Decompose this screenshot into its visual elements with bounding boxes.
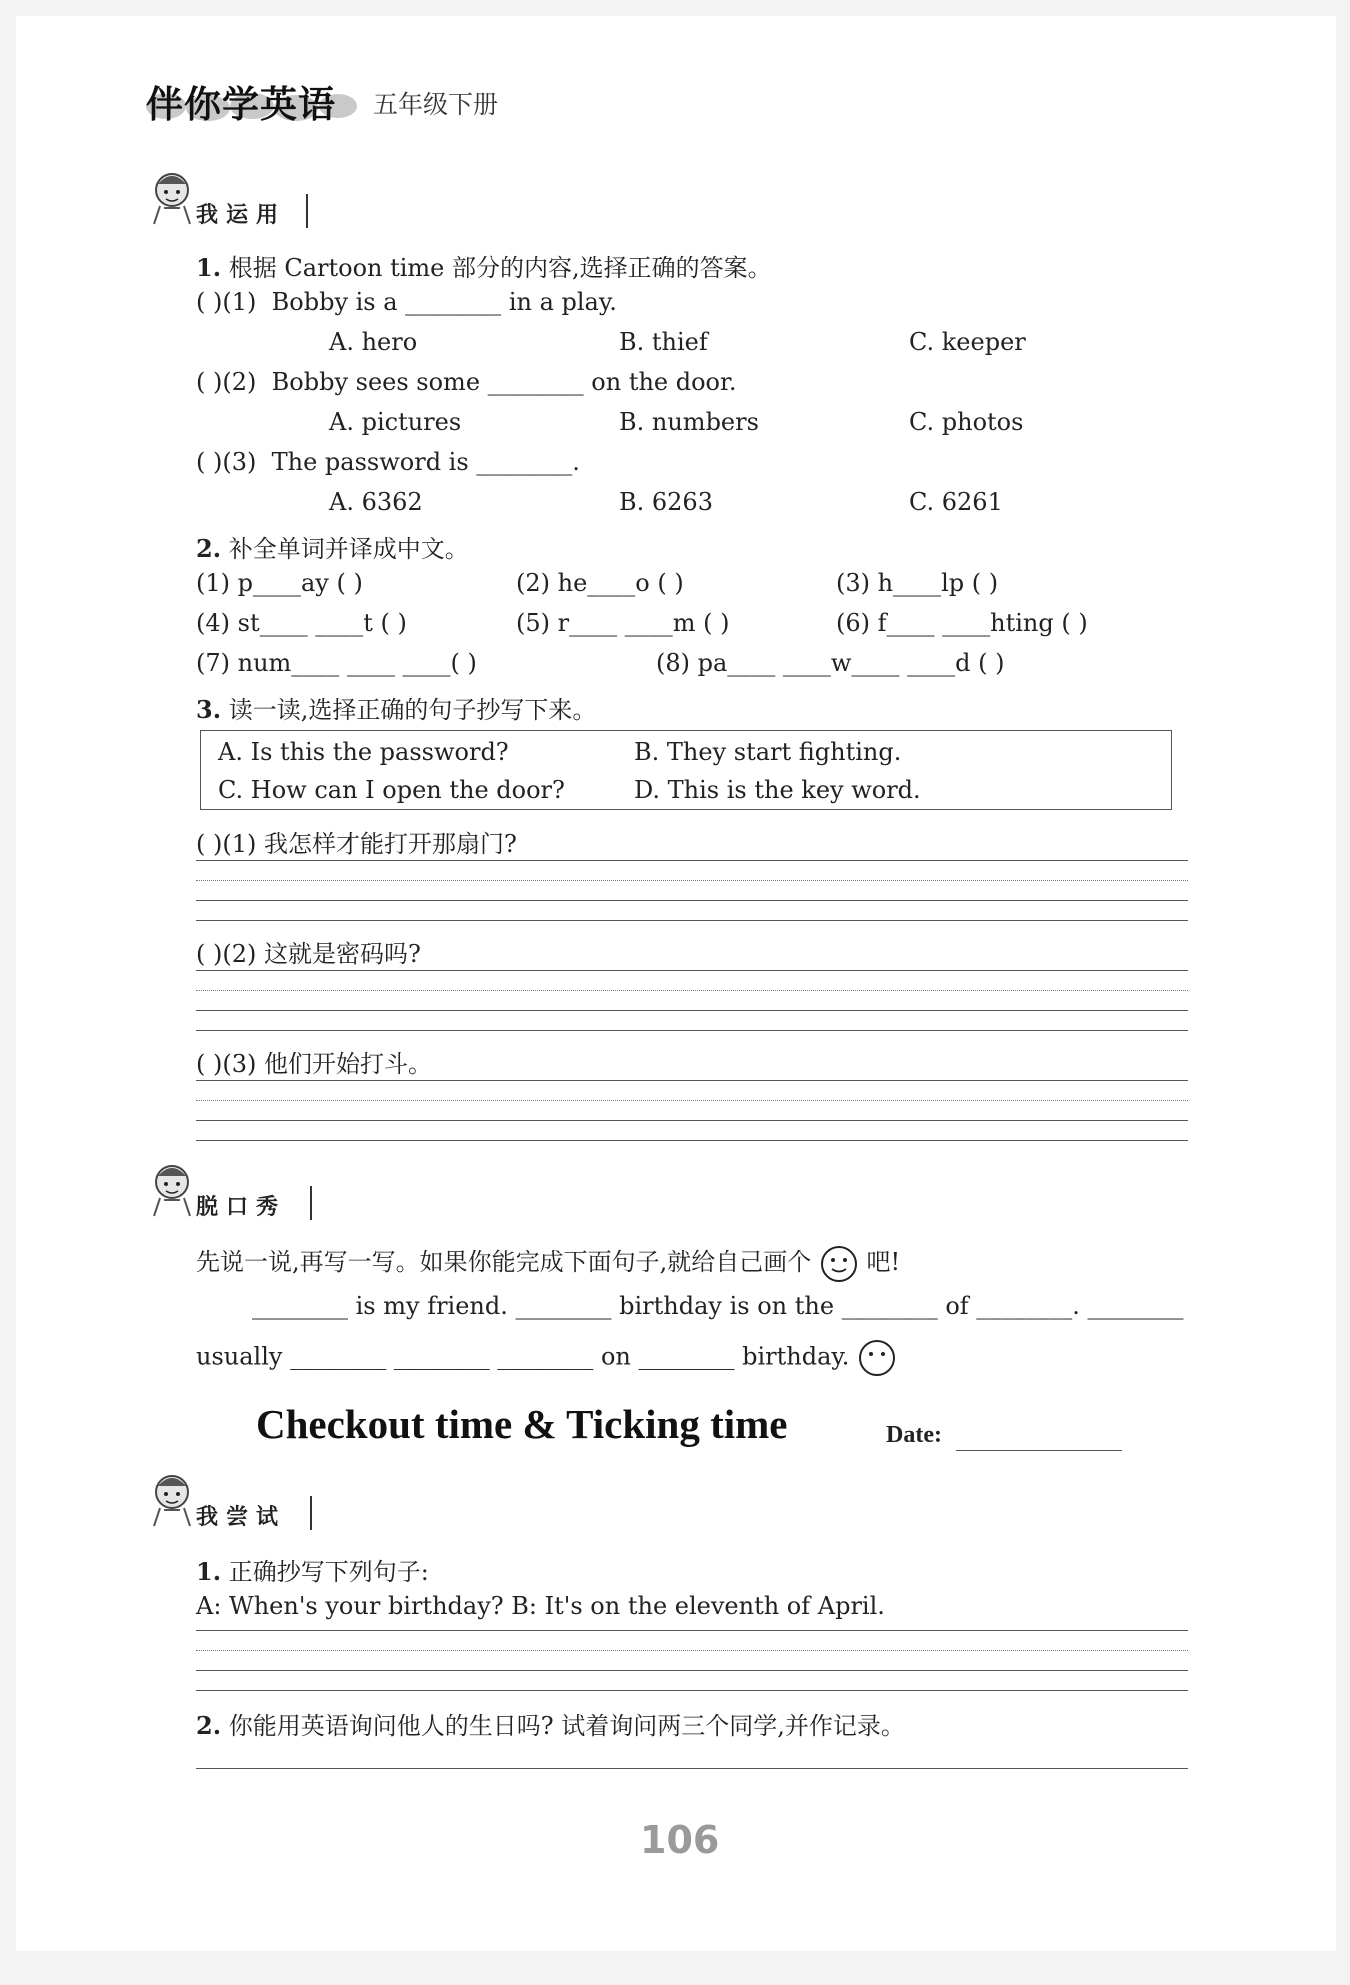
q3-item-1: ( )(1) 我怎样才能打开那扇门? xyxy=(196,830,517,858)
try-question-2-title: 2. 你能用英语询问他人的生日吗? 试着询问两三个同学,并作记录。 xyxy=(196,1711,905,1740)
heading-divider xyxy=(306,194,308,228)
q1-item-3-stem: ( )(3) The password is ________. xyxy=(196,448,580,476)
writing-line[interactable] xyxy=(196,1120,1188,1121)
book-title: 伴你学英语 xyxy=(146,83,336,126)
try-question-1-title: 1. 正确抄写下列句子: xyxy=(196,1557,429,1586)
q3-option-b: B. They start fighting. xyxy=(634,738,902,766)
q3-item-3: ( )(3) 他们开始打斗。 xyxy=(196,1050,432,1078)
page-number: 106 xyxy=(640,1818,720,1862)
writing-line[interactable] xyxy=(196,920,1188,921)
mascot-icon xyxy=(146,1468,198,1530)
q2-word-5: (5) r____ ____m ( ) xyxy=(516,609,730,637)
q1-item-1-option-b: B. thief xyxy=(619,328,708,356)
q1-item-1-option-c: C. keeper xyxy=(909,328,1026,356)
writing-line[interactable] xyxy=(196,900,1188,901)
checkout-title: Checkout time & Ticking time xyxy=(256,1401,788,1447)
heading-divider xyxy=(310,1186,312,1220)
q2-word-8: (8) pa____ ____w____ ____d ( ) xyxy=(656,649,1005,677)
talk-show-line-1[interactable]: ________ is my friend. ________ birthday is on the ________ of ________. ________ xyxy=(252,1292,1184,1320)
workbook-page xyxy=(16,16,1336,1951)
try-question-1-sentence: A: When's your birthday? B: It's on the eleventh of April. xyxy=(196,1592,885,1620)
date-field[interactable] xyxy=(956,1450,1122,1451)
writing-line[interactable] xyxy=(196,1630,1188,1631)
writing-line[interactable] xyxy=(196,1670,1188,1671)
blank-face-icon[interactable] xyxy=(857,1338,897,1378)
talk-show-line-2[interactable]: usually ________ ________ ________ on ________ birthday. xyxy=(196,1338,897,1378)
question-3-title: 3. 读一读,选择正确的句子抄写下来。 xyxy=(196,695,597,724)
heading-divider xyxy=(310,1496,312,1530)
q2-word-3: (3) h____lp ( ) xyxy=(836,569,999,597)
writing-line[interactable] xyxy=(196,1768,1188,1769)
q3-option-c: C. How can I open the door? xyxy=(218,776,565,804)
q1-item-3-option-a: A. 6362 xyxy=(329,488,423,516)
q3-item-2: ( )(2) 这就是密码吗? xyxy=(196,940,421,968)
writing-line-dotted[interactable] xyxy=(196,1650,1188,1651)
q3-option-d: D. This is the key word. xyxy=(634,776,921,804)
q2-word-2: (2) he____o ( ) xyxy=(516,569,684,597)
q1-item-3-option-b: B. 6263 xyxy=(619,488,713,516)
writing-line-dotted[interactable] xyxy=(196,1100,1188,1101)
date-label: Date: xyxy=(886,1422,942,1448)
q2-word-4: (4) st____ ____t ( ) xyxy=(196,609,407,637)
q1-item-2-option-c: C. photos xyxy=(909,408,1024,436)
question-1-title: 1. 根据 Cartoon time 部分的内容,选择正确的答案。 xyxy=(196,253,772,282)
q2-word-6: (6) f____ ____hting ( ) xyxy=(836,609,1088,637)
q2-word-1: (1) p____ay ( ) xyxy=(196,569,363,597)
writing-line[interactable] xyxy=(196,860,1188,861)
q1-item-2-stem: ( )(2) Bobby sees some ________ on the door. xyxy=(196,368,737,396)
writing-line-dotted[interactable] xyxy=(196,880,1188,881)
q1-item-1-option-a: A. hero xyxy=(329,328,418,356)
q1-item-3-option-c: C. 6261 xyxy=(909,488,1003,516)
question-2-title: 2. 补全单词并译成中文。 xyxy=(196,534,469,563)
mascot-icon xyxy=(146,1158,198,1220)
smiley-face-icon xyxy=(819,1244,859,1284)
section-heading-apply: 我运用 xyxy=(196,203,287,228)
q1-item-1-stem: ( )(1) Bobby is a ________ in a play. xyxy=(196,288,617,316)
q3-option-a: A. Is this the password? xyxy=(218,738,509,766)
q1-item-2-option-b: B. numbers xyxy=(619,408,759,436)
talk-show-instruction: 先说一说,再写一写。如果你能完成下面句子,就给自己画个 吧! xyxy=(196,1242,900,1284)
section-heading-try: 我尝试 xyxy=(196,1505,287,1530)
mascot-icon xyxy=(146,166,198,228)
writing-line[interactable] xyxy=(196,1690,1188,1691)
q1-item-2-option-a: A. pictures xyxy=(329,408,462,436)
writing-line[interactable] xyxy=(196,1140,1188,1141)
grade-label: 五年级下册 xyxy=(373,90,499,119)
writing-line[interactable] xyxy=(196,1030,1188,1031)
writing-line[interactable] xyxy=(196,970,1188,971)
section-heading-talk-show: 脱口秀 xyxy=(196,1195,287,1220)
writing-line[interactable] xyxy=(196,1080,1188,1081)
writing-line-dotted[interactable] xyxy=(196,990,1188,991)
q2-word-7: (7) num____ ____ ____( ) xyxy=(196,649,477,677)
writing-line[interactable] xyxy=(196,1010,1188,1011)
